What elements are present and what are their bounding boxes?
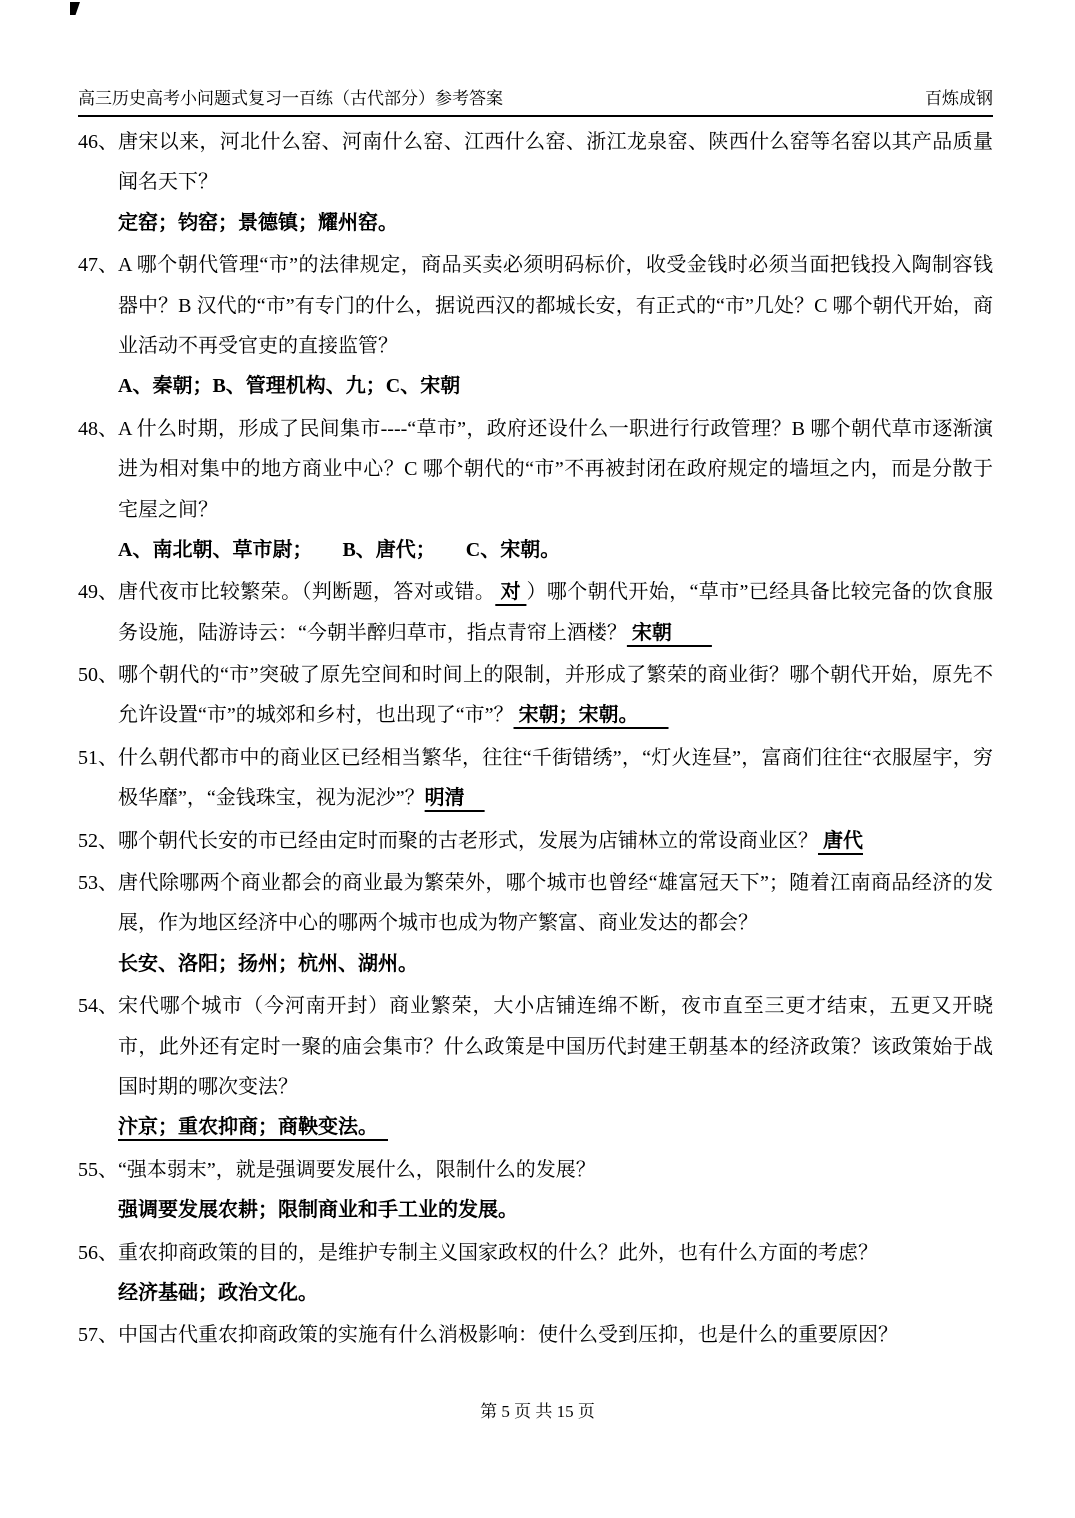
question-text xyxy=(78,245,993,366)
question-item xyxy=(78,572,993,653)
document-body xyxy=(78,122,993,1358)
question-item xyxy=(78,986,993,1148)
header-right-label: 百炼成钢 xyxy=(925,89,993,108)
question-text xyxy=(78,863,993,944)
answer-text xyxy=(118,530,993,570)
question-body: A 什么时期，形成了民间集市----“草市”，政府还设什么一职进行行政管理？B 哪个朝代草市逐渐演进为相对集中的地方商业中心？C 哪个朝代的“市”不再被封闭在政府规定的墙垣之内，而是分散于宅屋之间？ xyxy=(118,417,993,521)
answer-body: 长安、洛阳；扬州；杭州、湖州。 xyxy=(118,952,418,975)
question-number: 49、 xyxy=(78,581,118,604)
question-item xyxy=(78,821,993,861)
question-body: A 哪个朝代管理“市”的法律规定，商品买卖必须明码标价，收受金钱时必须当面把钱投入陶制容钱器中？B 汉代的“市”有专门的什么，据说西汉的都城长安，有正式的“市”几处？C 哪个朝代开始，商业活动不再受官吏的直接监管？ xyxy=(118,254,993,357)
question-number: 52、 xyxy=(78,829,118,852)
question-item xyxy=(78,245,993,407)
question-item xyxy=(78,738,993,819)
question-text xyxy=(78,122,993,203)
question-body: 唐代除哪两个商业都会的商业最为繁荣外，哪个城市也曾经“雄富冠天下”；随着江南商品经济的发展，作为地区经济中心的哪两个城市也成为物产繁富、商业发达的都会？ xyxy=(118,872,993,935)
question-item xyxy=(78,655,993,736)
question-number: 53、 xyxy=(78,872,118,895)
question-item xyxy=(78,1150,993,1231)
question-body: 哪个朝代长安的市已经由定时而聚的古老形式，发展为店铺林立的常设商业区？ xyxy=(118,829,818,852)
question-body: “强本弱末”，就是强调要发展什么，限制什么的发展？ xyxy=(118,1158,596,1181)
question-item xyxy=(78,1233,993,1314)
answer-text xyxy=(118,366,993,406)
answer-text xyxy=(118,1273,993,1313)
answer-body: 经济基础；政治文化。 xyxy=(118,1281,318,1304)
question-number: 50、 xyxy=(78,664,118,687)
question-text xyxy=(78,738,993,819)
answer-text xyxy=(118,1107,993,1147)
inline-answer: 宋朝；宋朝。 xyxy=(513,704,669,727)
question-number: 46、 xyxy=(78,131,118,153)
question-item xyxy=(78,409,993,571)
question-body: 唐代夜市比较繁荣。（判断题，答对或错。 xyxy=(118,581,496,604)
question-item xyxy=(78,122,993,243)
question-body: 重农抑商政策的目的，是维护专制主义国家政权的什么？此外，也有什么方面的考虑？ xyxy=(118,1241,878,1264)
answer-body: 定窑；钧窑；景德镇；耀州窑。 xyxy=(118,211,398,234)
question-text xyxy=(78,986,993,1107)
inline-answer: 宋朝 xyxy=(626,621,712,644)
question-number: 48、 xyxy=(78,417,118,440)
question-body: 中国古代重农抑商政策的实施有什么消极影响：使什么受到压抑，也是什么的重要原因？ xyxy=(118,1324,898,1347)
question-text xyxy=(78,655,993,736)
question-number: 56、 xyxy=(78,1241,118,1264)
header-title: 高三历史高考小问题式复习一百练（古代部分）参考答案 xyxy=(78,89,503,108)
answer-body: A、秦朝；B、管理机构、九；C、宋朝 xyxy=(118,375,461,398)
question-item xyxy=(78,863,993,984)
answer-body: A、南北朝、草市尉； B、唐代； C、宋朝。 xyxy=(118,538,561,561)
page-header xyxy=(78,84,993,117)
question-body: ）哪个朝代开始，“草市”已经具备比较完备的饮食服务设施，陆游诗云：“今朝半醉归草市，指点青帘上酒楼？ xyxy=(118,581,993,644)
answer-text xyxy=(118,1190,993,1230)
question-text xyxy=(78,572,993,653)
question-text xyxy=(78,1150,993,1190)
inline-answer: 明清 xyxy=(424,787,485,810)
question-text xyxy=(78,821,993,861)
question-number: 55、 xyxy=(78,1158,118,1181)
inline-answer: 对 xyxy=(495,581,527,604)
question-number: 51、 xyxy=(78,746,118,769)
question-number: 54、 xyxy=(78,995,118,1018)
answer-body: 汴京；重农抑商；商鞅变法。 xyxy=(118,1116,388,1139)
question-item xyxy=(78,1315,993,1355)
question-number: 47、 xyxy=(78,254,118,277)
question-body: 什么朝代都市中的商业区已经相当繁华，往往“千街错绣”，“灯火连昼”，富商们往往“衣服屋宇，穷极华靡”，“金钱珠宝，视为泥沙”？ xyxy=(118,746,993,810)
question-number: 57、 xyxy=(78,1324,118,1347)
question-body: 哪个朝代的“市”突破了原先空间和时间上的限制，并形成了繁荣的商业街？哪个朝代开始，原先不允许设置“市”的城郊和乡村，也出现了“市”？ xyxy=(118,664,993,727)
answer-body: 强调要发展农耕；限制商业和手工业的发展。 xyxy=(118,1199,518,1222)
page-number-label: 第 5 页 共 15 页 xyxy=(480,1402,595,1421)
page-footer xyxy=(0,1397,1075,1422)
inline-answer: 唐代 xyxy=(818,829,863,852)
question-body: 唐宋以来，河北什么窑、河南什么窑、江西什么窑、浙江龙泉窑、陕西什么窑等名窑以其产品质量闻名天下？ xyxy=(118,131,993,194)
question-text xyxy=(78,1315,993,1355)
answer-text xyxy=(118,944,993,984)
question-text xyxy=(78,409,993,530)
question-text xyxy=(78,1233,993,1273)
question-body: 宋代哪个城市（今河南开封）商业繁荣，大小店铺连绵不断，夜市直至三更才结束，五更又开晓市，此外还有定时一聚的庙会集市？什么政策是中国历代封建王朝基本的经济政策？该政策始于战国时期的哪次变法？ xyxy=(118,995,993,1098)
answer-text xyxy=(118,203,993,243)
corner-mark xyxy=(70,2,80,15)
